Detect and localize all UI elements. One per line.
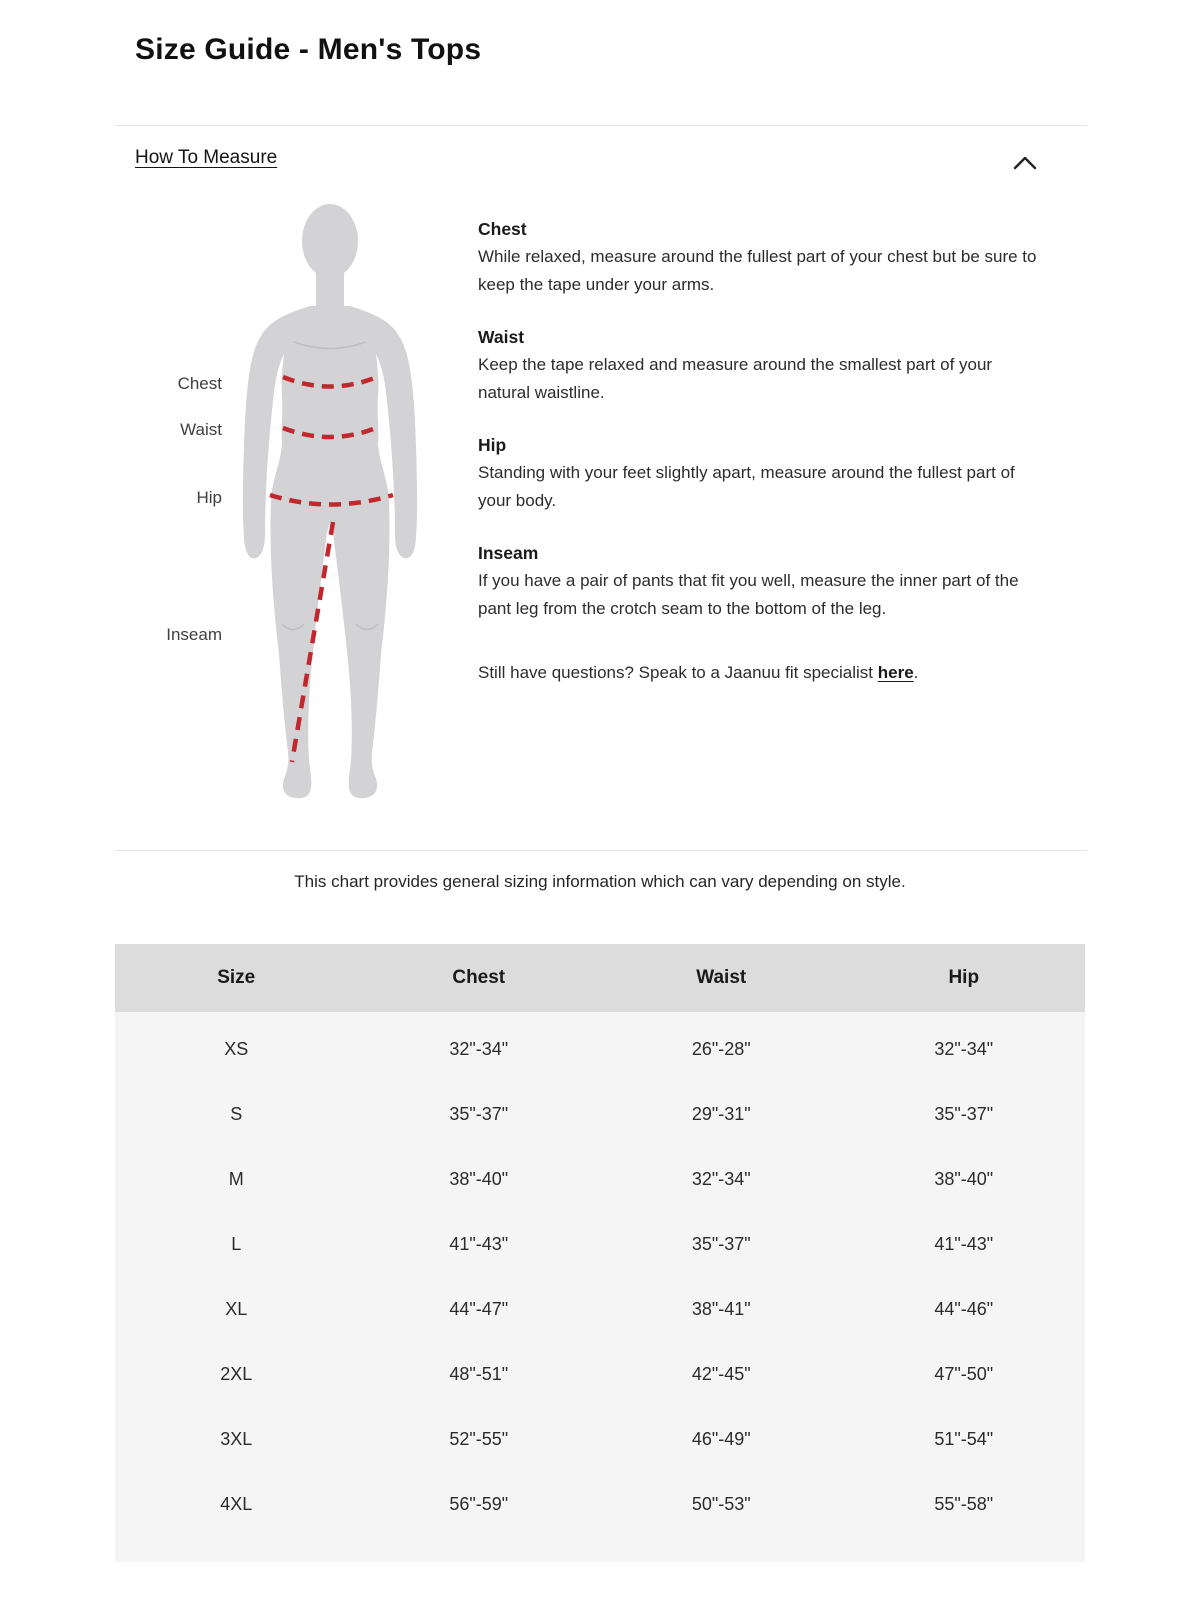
- chevron-up-icon: [1008, 149, 1042, 179]
- cell-size: 4XL: [220, 1494, 253, 1514]
- table-row: [115, 1407, 1085, 1472]
- header-cell-chest: Chest: [452, 967, 506, 988]
- instruction-title: Waist: [478, 327, 525, 347]
- fit-specialist-text: Still have questions? Speak to a Jaanuu fit specialist: [478, 663, 878, 682]
- cell-chest: 32"-34": [449, 1039, 509, 1059]
- measure-instructions: [478, 216, 1046, 687]
- cell-hip: 55"-58": [934, 1494, 994, 1514]
- cell-size: L: [231, 1234, 242, 1254]
- instruction-section-inseam: [478, 540, 1046, 623]
- cell-hip: 44"-46": [934, 1299, 994, 1319]
- cell-size: M: [228, 1169, 244, 1189]
- size-table: [115, 944, 1085, 1562]
- size-chart-note: This chart provides general sizing information which can vary depending on style.: [294, 872, 906, 891]
- table-row: [115, 1212, 1085, 1277]
- cell-size: XS: [224, 1039, 249, 1059]
- figure-label-hip: Hip: [196, 488, 222, 507]
- collapse-button[interactable]: [1006, 148, 1044, 182]
- cell-size: XL: [225, 1299, 248, 1319]
- instruction-section-chest: [478, 216, 1046, 299]
- cell-waist: 46ʺ-49ʺ: [691, 1429, 751, 1449]
- cell-waist: 35ʺ-37ʺ: [691, 1234, 751, 1254]
- cell-chest: 56"-59": [449, 1494, 509, 1514]
- cell-hip: 38"-40": [934, 1169, 994, 1189]
- instruction-section-waist: [478, 324, 1046, 407]
- cell-chest: 35"-37": [449, 1104, 509, 1124]
- page-title: Size Guide - Men's Tops: [135, 33, 482, 66]
- cell-chest: 52"-55": [449, 1429, 509, 1449]
- cell-hip: 41"-43": [934, 1234, 994, 1254]
- instruction-body: While relaxed, measure around the fullest part of your chest but be sure to keep the tape under your arms.: [478, 247, 1037, 294]
- divider-middle: [115, 850, 1087, 851]
- fit-specialist-note: [478, 659, 1046, 687]
- table-row: [115, 1017, 1085, 1082]
- cell-size: 2XL: [220, 1364, 253, 1384]
- instruction-body: Keep the tape relaxed and measure around the smallest part of your natural waistline.: [478, 355, 993, 402]
- cell-waist: 29ʺ-31ʺ: [691, 1104, 751, 1124]
- table-row: [115, 1472, 1085, 1537]
- divider-top: [115, 125, 1087, 126]
- size-table-header: [115, 944, 1085, 1012]
- table-row: [115, 1342, 1085, 1407]
- cell-chest: 38"-40": [449, 1169, 509, 1189]
- instruction-title: Chest: [478, 219, 527, 239]
- cell-waist: 42ʺ-45ʺ: [691, 1364, 751, 1384]
- cell-chest: 48"-51": [449, 1364, 509, 1384]
- cell-hip: 35"-37": [934, 1104, 994, 1124]
- fit-specialist-period: .: [913, 663, 919, 682]
- figure-label-waist: Waist: [180, 420, 222, 439]
- header-cell-hip: Hip: [948, 967, 980, 988]
- cell-hip: 51"-54": [934, 1429, 994, 1449]
- instruction-body: Standing with your feet slightly apart, measure around the fullest part of your body.: [478, 463, 1015, 510]
- measurement-figure: [230, 196, 430, 810]
- table-row: [115, 1147, 1085, 1212]
- cell-chest: 41"-43": [449, 1234, 509, 1254]
- size-table-body: [115, 1012, 1085, 1562]
- instruction-title: Hip: [478, 435, 507, 455]
- cell-size: 3XL: [220, 1429, 253, 1449]
- figure-label-chest: Chest: [177, 374, 222, 393]
- cell-hip: 47"-50": [934, 1364, 994, 1384]
- cell-waist: 32ʺ-34ʺ: [691, 1169, 751, 1189]
- figure-label-inseam: Inseam: [166, 625, 222, 644]
- cell-waist: 26ʺ-28ʺ: [691, 1039, 751, 1059]
- header-cell-size: Size: [217, 967, 256, 988]
- cell-chest: 44"-47": [449, 1299, 509, 1319]
- cell-waist: 38ʺ-41ʺ: [691, 1299, 751, 1319]
- cell-hip: 32"-34": [934, 1039, 994, 1059]
- how-to-measure-heading[interactable]: How To Measure: [135, 147, 278, 168]
- table-row: [115, 1277, 1085, 1342]
- fit-specialist-link[interactable]: here: [877, 663, 914, 682]
- table-row: [115, 1082, 1085, 1147]
- body-silhouette: [243, 204, 417, 798]
- cell-waist: 50ʺ-53ʺ: [691, 1494, 751, 1514]
- instruction-section-hip: [478, 432, 1046, 515]
- instruction-title: Inseam: [478, 543, 539, 563]
- body-silhouette-svg: [230, 196, 430, 810]
- header-cell-waist: Waist: [696, 967, 747, 988]
- cell-size: S: [230, 1104, 243, 1124]
- instruction-body: If you have a pair of pants that fit you well, measure the inner part of the pant leg from the crotch seam to the bottom of the leg.: [478, 571, 1019, 618]
